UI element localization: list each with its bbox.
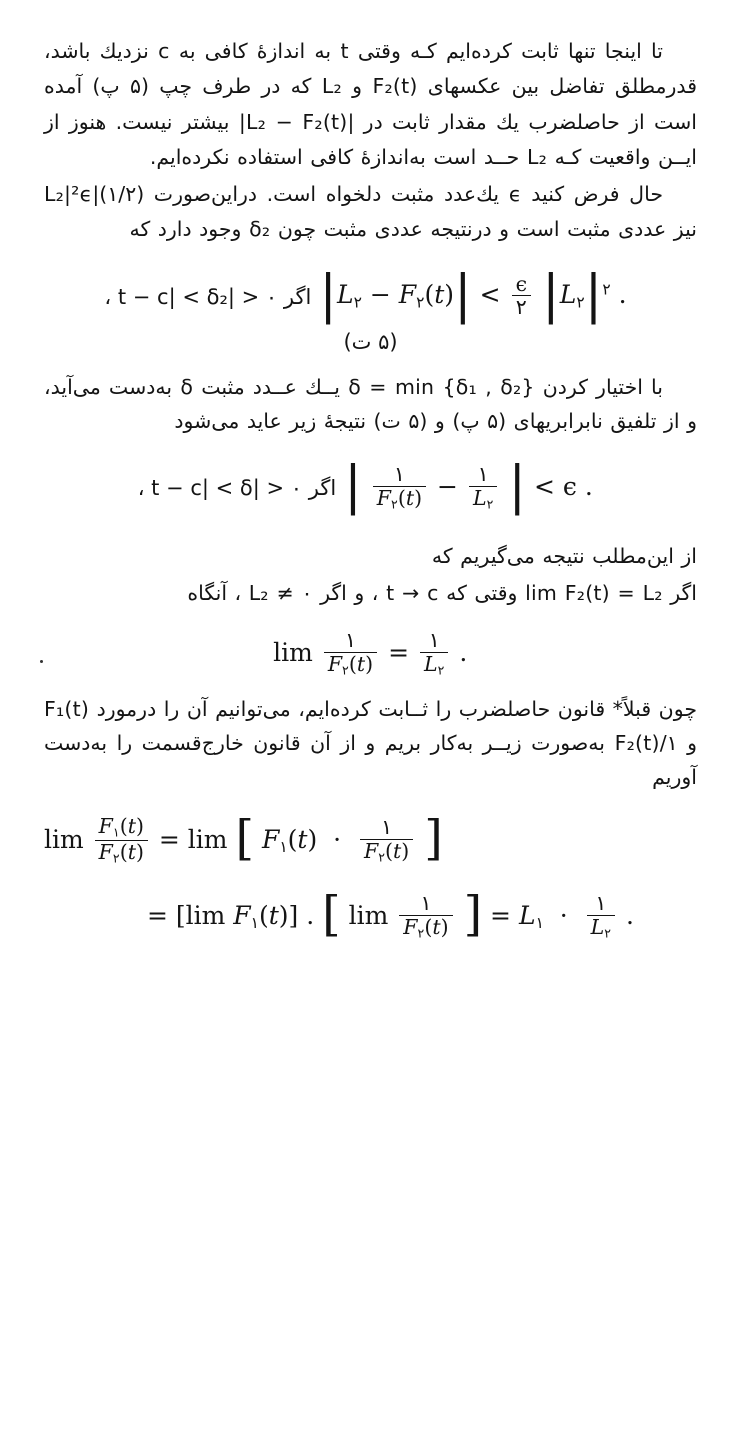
equation-1-condition: اگر ۰ < |t − c| < δ₂ ،: [104, 284, 312, 309]
equation-1-label: (۵ ت): [343, 330, 398, 355]
paragraph-5: اگر lim F₂(t) = L₂ وقتی که t → c ، و اگر L₂ ≠ ۰ ، آنگاه: [187, 581, 697, 606]
equation-1-body: $|L_۲ - F_۲(t)|$ < $\frac{\epsilon}{۲}$ $|L_۲|^۲$ .: [319, 263, 627, 325]
equation-3: [44, 627, 697, 679]
equation-2-condition: اگر ۰ < |t − c| < δ ،: [137, 476, 337, 501]
equation-4-line-2: = [lim $F_۱(t)$] . [ lim $\frac{۱}{F_۲(t)}$ ] = $L_۱$ · $\frac{۱}{L_۲}$ .: [147, 887, 634, 943]
equation-3-body: lim $\frac{۱}{F_۲(t)}$ = $\frac{۱}{L_۲}$ .: [273, 627, 468, 678]
paragraph-6: چون قبلاً* قانون حاصلضرب را ثــابت کرده‌ایم، می‌توانیم آن را درمورد F₁(t) و ۱/F₂(t) به‌صورت زیــر به‌کار بریم و از آن قانون خارج‌قسمت را به‌دست آوریم: [44, 697, 697, 790]
equation-2-body: | $\frac{۱}{F_۲(t)}$ − $\frac{۱}{L_۲}$ | < ϵ .: [344, 455, 594, 517]
paragraph-4: از این‌مطلب نتیجه می‌گیریم که: [431, 544, 697, 569]
page-speck: [40, 660, 43, 663]
equation-2: [44, 455, 697, 517]
paragraph-1: تا اینجا تنها ثابت کرده‌ایم کـه وقتی t به اندازۀ کافی به c نزدیك باشد، قدرمطلق تفاضل بین عکسهای ‌F₂(t) و L₂ که در طرف چپ (۵ پ) آمده است از حاصلضرب یك مقدار ثابت در |L₂ − F₂(t)| بیشتر نیست. هنوز از ایــن واقعیت کـه L₂ حــد است به‌اندازۀ کافی استفاده نکرده‌ایم.: [44, 39, 697, 169]
equation-4-line-1: lim $\frac{F_۱(t)}{F_۲(t)}$ = lim [ $F_۱(t)$ · $\frac{۱}{F_۲(t)}$ ]: [44, 811, 443, 867]
paragraph-2: حال فرض کنید ϵ یك‌عدد مثبت دلخواه است. دراین‌صورت (۱/۲)|L₂|²ϵ نیز عددی مثبت است و درنتیجه عددی مثبت چون δ₂ وجود دارد که: [44, 182, 697, 242]
paragraph-3: با اختیار کردن δ = min {δ₁ , δ₂} یــك عــدد مثبت δ به‌دست می‌آید، و از تلفیق نابرابریهای (۵ پ) و (۵ ت) نتیجۀ زیر عاید می‌شود: [44, 375, 697, 434]
equation-1: [44, 263, 697, 325]
